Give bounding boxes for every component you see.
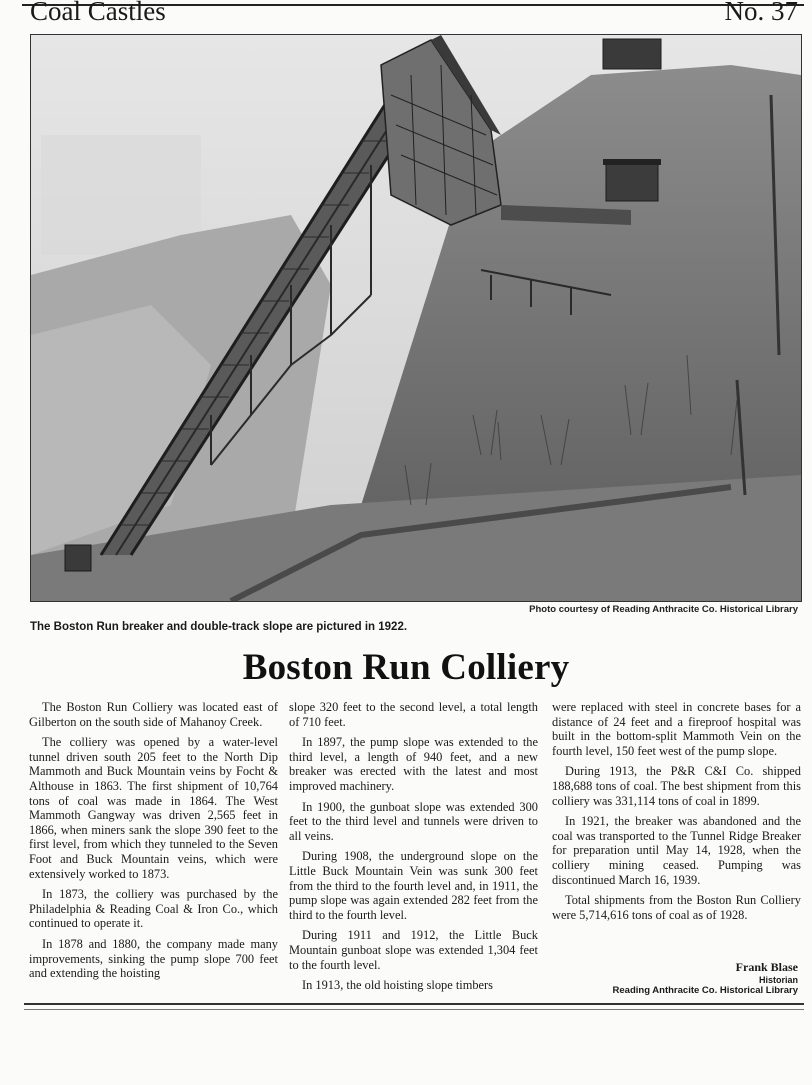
paragraph: During 1911 and 1912, the Little Buck Mountain gunboat slope was extended 1,304 feet to the fourth level. [289, 928, 538, 972]
author-organization: Reading Anthracite Co. Historical Library [612, 985, 798, 996]
paragraph: During 1913, the P&R C&I Co. shipped 188,688 tons of coal. The best shipment from this colliery was 331,114 tons of coal in 1899. [552, 764, 801, 808]
paragraph: In 1900, the gunboat slope was extended 300 feet to the third level and tunnels were driven to all veins. [289, 799, 538, 843]
author-name: Frank Blase [735, 960, 798, 974]
series-title: Coal Castles [30, 0, 166, 26]
historic-photo-breaker [30, 34, 802, 602]
article-headline: Boston Run Colliery [242, 647, 570, 688]
footer-rule-thin [24, 1009, 804, 1010]
article-column-1 [29, 700, 278, 987]
photo-credit: Photo courtesy of Reading Anthracite Co. Historical Library [529, 604, 798, 615]
author-role: Historian [758, 975, 798, 985]
issue-number: No. 37 [724, 0, 798, 26]
paragraph: In 1913, the old hoisting slope timbers [302, 978, 494, 993]
paragraph: The Boston Run Colliery was located east of Gilberton on the south side of Mahanoy Creek. [29, 700, 278, 729]
hilltop-building [603, 39, 661, 69]
paragraph: Total shipments from the Boston Run Colliery were 5,714,616 tons of coal as of 1928. [552, 893, 801, 922]
article-column-2 [289, 700, 538, 999]
article-column-3 [552, 700, 801, 928]
breaker-photo-illustration [31, 35, 801, 601]
byline [613, 960, 798, 996]
paragraph: In 1921, the breaker was abandoned and the coal was transported to the Tunnel Ridge Breaker for preparation until May 14, 1928, when the colliery mining ceased. Pumping was discontinued March 16, 1939. [552, 814, 801, 887]
paragraph: In 1873, the colliery was purchased by the Philadelphia & Reading Coal & Iron Co., which continued to operate it. [29, 887, 278, 931]
footer-rule [24, 1003, 804, 1005]
paragraph: In 1878 and 1880, the company made many improvements, sinking the pump slope 700 feet and extending the hoisting [29, 936, 278, 981]
paragraph: The colliery was opened by a water-level tunnel driven south 205 feet to the North Dip Mammoth and Buck Mountain veins by Focht & Althouse in 1863. The first shipment of 10,764 tons of coal was made in 1864. The West Mammoth Gangway was driven 2,565 feet in 1866, when miners sank the slope 390 feet to the first level, from which they tunneled to the Seven Foot and Buck Mountain veins, which were extensively worked to 1873. [29, 735, 278, 881]
paragraph: In 1897, the pump slope was extended to the third level, a length of 940 feet, and a new breaker was erected with the latest and most improved machinery. [289, 735, 538, 793]
photo-caption: The Boston Run breaker and double-track slope are pictured in 1922. [30, 621, 408, 633]
paragraph: were replaced with steel in concrete bases for a distance of 24 feet and a fireproof hospital was built in the bottom-split Mammoth Vein on the fourth level, 150 feet west of the pump slope. [552, 700, 801, 758]
shed-right [606, 163, 658, 201]
shed-left [65, 545, 91, 571]
paragraph: slope 320 feet to the second level, a total length of 710 feet. [289, 700, 538, 729]
paragraph: During 1908, the underground slope on the Little Buck Mountain Vein was sunk 300 feet from the third to the fourth level and, in 1911, the pump slope was again extended 282 feet from the third to the fourth level. [289, 849, 538, 922]
